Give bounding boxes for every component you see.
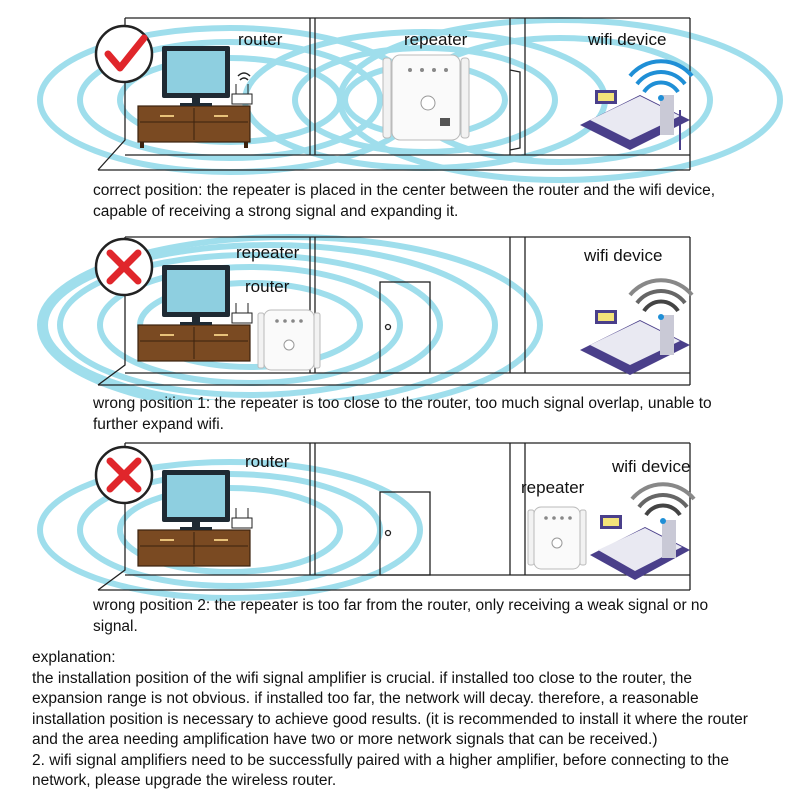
label-router: router — [245, 452, 290, 471]
cross-icon — [96, 239, 152, 295]
repeater-icon — [383, 55, 469, 140]
explanation-line: 2. wifi signal amplifiers need to be successfully paired with a higher amplifier, before connecting to the — [32, 751, 730, 769]
label-router: router — [238, 30, 283, 49]
check-icon — [96, 26, 152, 82]
bedroom-wifi-device-icon — [590, 484, 694, 580]
cross-icon — [96, 447, 152, 503]
panel-correct — [0, 0, 800, 225]
explanation-line: installation position is necessary to achieve good results. (it is recommended to install it where the router — [32, 710, 748, 728]
router-icon — [232, 303, 252, 323]
tv-icon — [162, 265, 230, 325]
caption-correct: correct position: the repeater is placed in the center between the router and the wifi device, capable of receiving a strong signal and expanding it. — [93, 182, 716, 220]
explanation-line: network, please upgrade the wireless router. — [32, 772, 337, 789]
router-icon — [232, 508, 252, 528]
tv-cabinet-icon — [138, 325, 250, 361]
correct-scene-illustration — [0, 0, 800, 190]
wrong-1-scene-illustration — [0, 225, 800, 400]
label-repeater: repeater — [236, 243, 300, 262]
explanation-line: the installation position of the wifi signal amplifier is crucial. if installed too close to the router, the — [32, 669, 692, 687]
repeater-icon — [258, 310, 320, 370]
repeater-icon — [528, 507, 586, 569]
tv-icon — [162, 470, 230, 530]
panel-wrong-1 — [0, 225, 800, 435]
explanation-line: and the area needing amplification have two or more network signals that can be received.) — [32, 731, 658, 748]
caption-wrong-2: wrong position 2: the repeater is too far from the router, only receiving a weak signal or no signal. — [93, 597, 709, 635]
label-repeater: repeater — [521, 478, 585, 497]
bedroom-wifi-device-icon — [580, 280, 692, 375]
tv-cabinet-icon — [138, 530, 250, 566]
tv-icon — [162, 46, 230, 106]
explanation-heading: explanation: — [32, 649, 116, 666]
explanation-line: expansion range is not obvious. if installed too far, the network will decay. therefore, a reasonable — [32, 690, 699, 707]
tv-cabinet-icon — [138, 106, 250, 148]
label-wifi-device: wifi device — [612, 457, 691, 476]
caption-wrong-1: wrong position 1: the repeater is too close to the router, too much signal overlap, unable to further expand wifi. — [93, 395, 712, 433]
panel-wrong-2 — [0, 435, 800, 645]
label-wifi-device: wifi device — [588, 30, 667, 49]
label-repeater: repeater — [404, 30, 468, 49]
label-router: router — [245, 277, 290, 296]
explanation-block — [32, 648, 792, 792]
label-wifi-device: wifi device — [584, 246, 663, 265]
